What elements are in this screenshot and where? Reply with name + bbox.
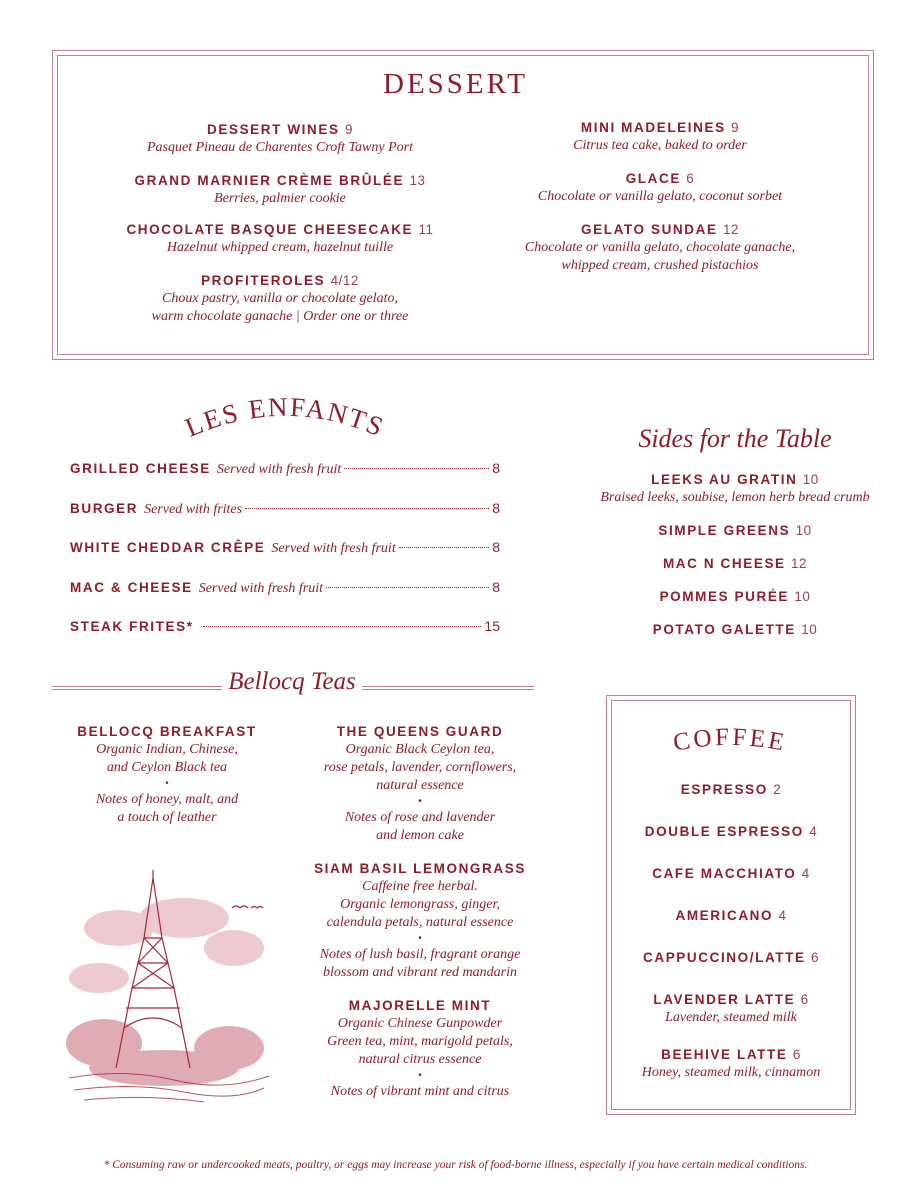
bullet-separator: • <box>418 933 422 944</box>
item-description: Chocolate or vanilla gelato, coconut sorbet <box>537 189 783 204</box>
dot-leader <box>399 547 489 548</box>
item-name: GELATO SUNDAE <box>581 222 718 237</box>
dessert-title: DESSERT <box>383 68 528 100</box>
item-price: 6 <box>810 950 819 965</box>
item-description: Honey, steamed milk, cinnamon <box>641 1065 821 1080</box>
item-description-line2: whipped cream, crushed pistachios <box>561 258 759 273</box>
item-price: 10 <box>794 589 811 604</box>
item-description: and Ceylon Black tea <box>106 760 228 775</box>
item-price: 8 <box>492 460 500 476</box>
item-notes: Notes of honey, malt, and <box>95 792 239 807</box>
menu-item <box>90 220 470 257</box>
item-price: 4 <box>801 866 810 881</box>
item-price: 6 <box>800 992 809 1007</box>
item-description-line2: warm chocolate ganache | Order one or three <box>151 309 409 324</box>
list-item <box>606 780 856 799</box>
item-description: Caffeine free herbal. <box>362 879 478 894</box>
item-notes: Notes of vibrant mint and citrus <box>330 1084 510 1099</box>
item-name: BELLOCQ BREAKFAST <box>77 724 257 739</box>
item-description: calendula petals, natural essence <box>326 915 514 930</box>
footnote: * Consuming raw or undercooked meats, poultry, or eggs may increase your risk of food-borne illness, especially if you have certain medical conditions. <box>103 1159 808 1171</box>
menu-item <box>90 120 470 157</box>
item-price: 2 <box>773 782 782 797</box>
item-name: GRILLED CHEESE <box>70 461 211 476</box>
item-price: 8 <box>492 499 500 516</box>
item-name: SIAM BASIL LEMONGRASS <box>314 861 526 876</box>
item-price: 10 <box>801 622 818 637</box>
list-item <box>580 521 890 540</box>
bullet-separator: • <box>165 778 169 789</box>
eiffel-tower-illustration <box>64 868 274 1118</box>
item-name: MAJORELLE MINT <box>348 998 492 1013</box>
item-price: 6 <box>686 171 695 186</box>
item-description: Berries, palmier cookie <box>214 191 346 206</box>
item-description: Organic Black Ceylon tea, <box>345 742 495 757</box>
item-name: DOUBLE ESPRESSO <box>644 824 804 839</box>
item-description: Citrus tea cake, baked to order <box>573 138 747 153</box>
dessert-left-column <box>90 120 470 340</box>
item-description: Green tea, mint, marigold petals, <box>327 1034 513 1049</box>
item-notes: Notes of lush basil, fragrant orange <box>319 947 521 962</box>
list-item <box>580 620 890 639</box>
item-price: 4 <box>778 908 787 923</box>
item-name: AMERICANO <box>675 908 774 923</box>
item-description: Hazelnut whipped cream, hazelnut tuille <box>166 240 394 255</box>
dessert-right-column <box>470 118 850 289</box>
item-notes: a touch of leather <box>117 810 217 825</box>
item-price: 9 <box>344 122 353 137</box>
item-name: STEAK FRITES* <box>70 619 194 634</box>
item-price: 10 <box>802 472 819 487</box>
item-name: ESPRESSO <box>680 782 768 797</box>
item-description: Served with fresh fruit <box>198 580 324 596</box>
item-name: SIMPLE GREENS <box>658 523 791 538</box>
tea-item <box>300 996 540 1101</box>
item-name: CAFE MACCHIATO <box>652 866 797 881</box>
item-price: 15 <box>484 618 500 634</box>
list-item <box>70 539 500 579</box>
enfants-list <box>70 460 500 658</box>
item-price: 12 <box>722 222 739 237</box>
bullet-separator: • <box>418 796 422 807</box>
item-notes: Notes of rose and lavender <box>344 810 496 825</box>
tea-left-column <box>52 722 282 827</box>
list-item <box>606 1045 856 1082</box>
item-price: 6 <box>792 1047 801 1062</box>
list-item <box>70 618 500 658</box>
tea-item <box>52 722 282 827</box>
tea-item <box>300 859 540 982</box>
item-price: 10 <box>795 523 812 538</box>
item-description: Organic Indian, Chinese, <box>96 742 238 757</box>
coffee-title <box>640 718 820 768</box>
dot-leader <box>326 587 489 588</box>
item-price: 8 <box>492 539 500 555</box>
sides-title: Sides for the Table <box>638 424 832 453</box>
list-item <box>70 460 500 500</box>
item-name: CAPPUCCINO/LATTE <box>643 950 806 965</box>
item-name: GLACE <box>625 171 681 186</box>
item-description: natural citrus essence <box>358 1052 482 1067</box>
item-name: THE QUEENS GUARD <box>336 724 504 739</box>
item-description: Organic Chinese Gunpowder <box>337 1016 503 1031</box>
item-name: POMMES PURÉE <box>659 589 790 604</box>
item-name: DESSERT WINES <box>207 122 340 137</box>
menu-item <box>470 220 850 275</box>
item-name: CHOCOLATE BASQUE CHEESECAKE <box>126 222 414 237</box>
item-description: Pasquet Pineau de Charentes Croft Tawny Port <box>147 140 413 155</box>
item-price: 12 <box>791 556 808 571</box>
list-item <box>580 554 890 573</box>
list-item <box>580 470 890 507</box>
menu-item <box>470 118 850 155</box>
item-price: 9 <box>731 120 740 135</box>
item-description: Braised leeks, soubise, lemon herb bread crumb <box>600 490 870 505</box>
list-item <box>580 587 890 606</box>
list-item <box>606 822 856 841</box>
dot-leader <box>344 468 489 469</box>
item-description: Served with fresh fruit <box>271 541 396 556</box>
item-description: Chocolate or vanilla gelato, chocolate ganache, <box>524 240 796 255</box>
tea-rule-right <box>362 686 534 687</box>
tea-title: Bellocq Teas <box>228 668 356 695</box>
svg-text:LES ENFANTS: LES ENFANTS <box>180 391 390 443</box>
list-item <box>606 864 856 883</box>
item-price: 8 <box>492 578 500 595</box>
dot-leader <box>245 508 489 509</box>
enfants-title <box>160 390 410 460</box>
item-price: 13 <box>409 173 426 188</box>
tea-right-column <box>300 722 540 1101</box>
item-price: 11 <box>418 222 434 237</box>
list-item <box>606 906 856 925</box>
item-price: 4 <box>809 824 818 839</box>
item-description: natural essence <box>376 778 464 793</box>
item-notes: blossom and vibrant red mandarin <box>323 965 517 980</box>
item-name: MINI MADELEINES <box>580 120 726 135</box>
item-name: LEEKS AU GRATIN <box>651 472 798 487</box>
coffee-list <box>606 780 856 1105</box>
item-price: 4/12 <box>330 273 359 288</box>
menu-item <box>470 169 850 206</box>
list-item <box>70 579 500 619</box>
menu-item <box>90 171 470 208</box>
item-description: Served with frites <box>144 501 243 517</box>
item-name: PROFITEROLES <box>201 273 326 288</box>
item-name: POTATO GALETTE <box>652 622 796 637</box>
sides-list <box>580 470 890 653</box>
list-item <box>606 990 856 1027</box>
item-description: Organic lemongrass, ginger, <box>340 897 500 912</box>
list-item <box>70 500 500 540</box>
tea-rule-left <box>52 686 222 687</box>
item-description: Served with fresh fruit <box>216 462 342 477</box>
svg-text:COFFEE: COFFEE <box>671 723 789 757</box>
item-name: BEEHIVE LATTE <box>661 1047 788 1062</box>
item-name: MAC N CHEESE <box>662 556 786 571</box>
list-item <box>606 948 856 967</box>
item-name: BURGER <box>70 500 139 516</box>
item-name: LAVENDER LATTE <box>653 992 796 1007</box>
item-name: WHITE CHEDDAR CRÊPE <box>70 540 266 555</box>
dot-leader <box>203 626 482 627</box>
tea-item <box>300 722 540 845</box>
menu-item <box>90 271 470 326</box>
item-description: rose petals, lavender, cornflowers, <box>323 760 517 775</box>
item-description: Choux pastry, vanilla or chocolate gelato, <box>161 291 399 306</box>
item-name: GRAND MARNIER CRÈME BRÛLÉE <box>134 173 405 188</box>
item-notes: and lemon cake <box>376 828 464 843</box>
item-description: Lavender, steamed milk <box>665 1010 797 1025</box>
bullet-separator: • <box>418 1070 422 1081</box>
item-name: MAC & CHEESE <box>70 579 193 595</box>
